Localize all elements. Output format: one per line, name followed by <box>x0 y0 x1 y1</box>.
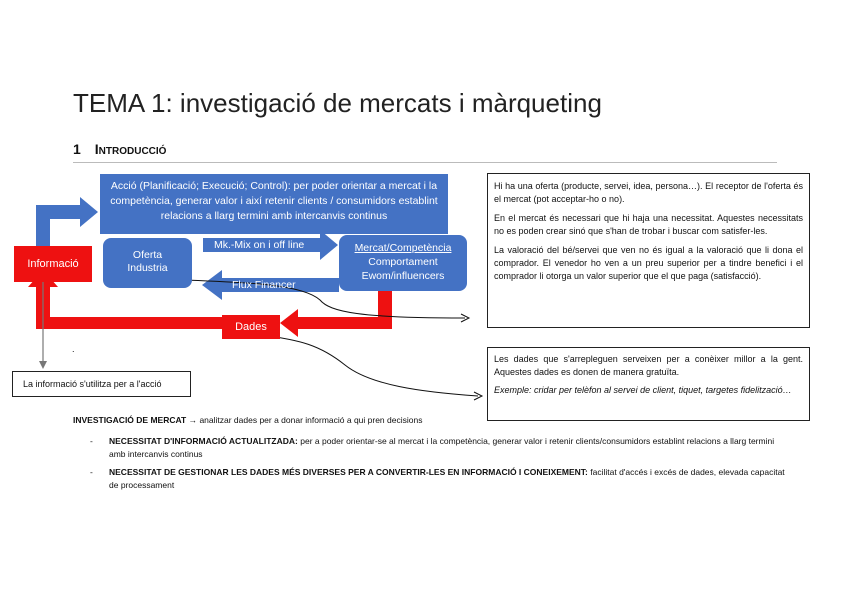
oferta-line1: Oferta <box>132 249 163 261</box>
mercat-line2: Comportament <box>368 256 438 268</box>
note1-p1: Hi ha una oferta (producte, servei, idea, persona…). El receptor de l'oferta és el mercat (pot acceptar-ho o no). <box>494 181 803 204</box>
bullet-bold: NECESSITAT D'INFORMACIÓ ACTUALITZADA: <box>109 436 298 446</box>
blue-up-arrow <box>36 197 98 246</box>
investigacio-label: INVESTIGACIÓ DE MERCAT <box>73 415 187 425</box>
informacio-label: Informació <box>27 258 79 270</box>
bullet-text: per a poder orientar-se al mercat i la competència, generar valor i retenir clients/consumidors establint relacions a llarg termini amb intercanvis continus <box>109 436 775 459</box>
bullet-bold: NECESSITAT DE GESTIONAR LES DADES MÉS DIVERSES PER A CONVERTIR-LES EN INFORMACIÓ I CONEIXEMENT: <box>109 467 588 477</box>
note-box-2 <box>487 347 810 421</box>
note2-p1: Les dades que s'arrepleguen serveixen per a conèixer millor a la gent. Aquestes dades es donen de manera gratuïta. <box>494 354 803 377</box>
mkmix-label: Mk.-Mix on i off line <box>214 239 305 251</box>
dot-mark: . <box>72 344 75 354</box>
flux-label: Flux Financer <box>232 279 296 291</box>
investigacio-line <box>73 415 422 425</box>
red-arrow-mercat-dades <box>280 290 392 337</box>
section-number: 1 <box>73 141 81 157</box>
usage-box <box>12 371 191 397</box>
usage-text: La informació s'utilitza per a l'acció <box>23 379 162 389</box>
mercat-line1: Mercat/Competència <box>354 242 452 254</box>
informacio-box <box>14 246 92 282</box>
investigacio-arrow: → <box>188 415 198 425</box>
investigacio-text: analitzar dades per a donar informació a qui pren decisions <box>199 415 423 425</box>
action-box <box>100 174 448 234</box>
mercat-box <box>339 235 467 291</box>
bullet-item <box>90 466 790 492</box>
dades-box <box>222 315 280 339</box>
note-box-1 <box>487 173 810 328</box>
section-title: Introducció <box>94 141 167 157</box>
bullet-item <box>90 435 790 461</box>
dades-label: Dades <box>235 321 267 333</box>
note1-p3: La valoració del bé/servei que ven no és igual a la valoració que li dona el comprador. El venedor ho ven a un preu superior per a tindre benefici i el comprador li otorga un valor superior que el que paga (satisfacció). <box>494 245 803 281</box>
gray-arrowhead <box>39 361 47 369</box>
oferta-box <box>103 238 192 288</box>
mercat-line3: Ewom/influencers <box>361 270 445 282</box>
note1-p2: En el mercat és necessari que hi haja una necessitat. Aquestes necessitats no es poden crear sinó que s'han de trobar i buscar com satisfer-les. <box>494 213 803 236</box>
action-text: Acció (Planificació; Execució; Control): per poder orientar a mercat i la competència, generar valor i així retenir clients / consumidors establint relacions a llarg termini amb intercanvis continus <box>110 180 438 222</box>
bullet-text: facilitat d'accés i excés de dades, elevada capacitat de processament <box>109 467 785 490</box>
connector-dades-note <box>262 335 478 396</box>
note2-p2: Exemple: cridar per telèfon al servei de client, tiquet, targetes fidelització… <box>494 385 792 395</box>
oferta-line2: Industria <box>127 262 168 274</box>
bullet-list <box>90 435 790 492</box>
page-title: TEMA 1: investigació de mercats i màrqueting <box>73 88 602 118</box>
